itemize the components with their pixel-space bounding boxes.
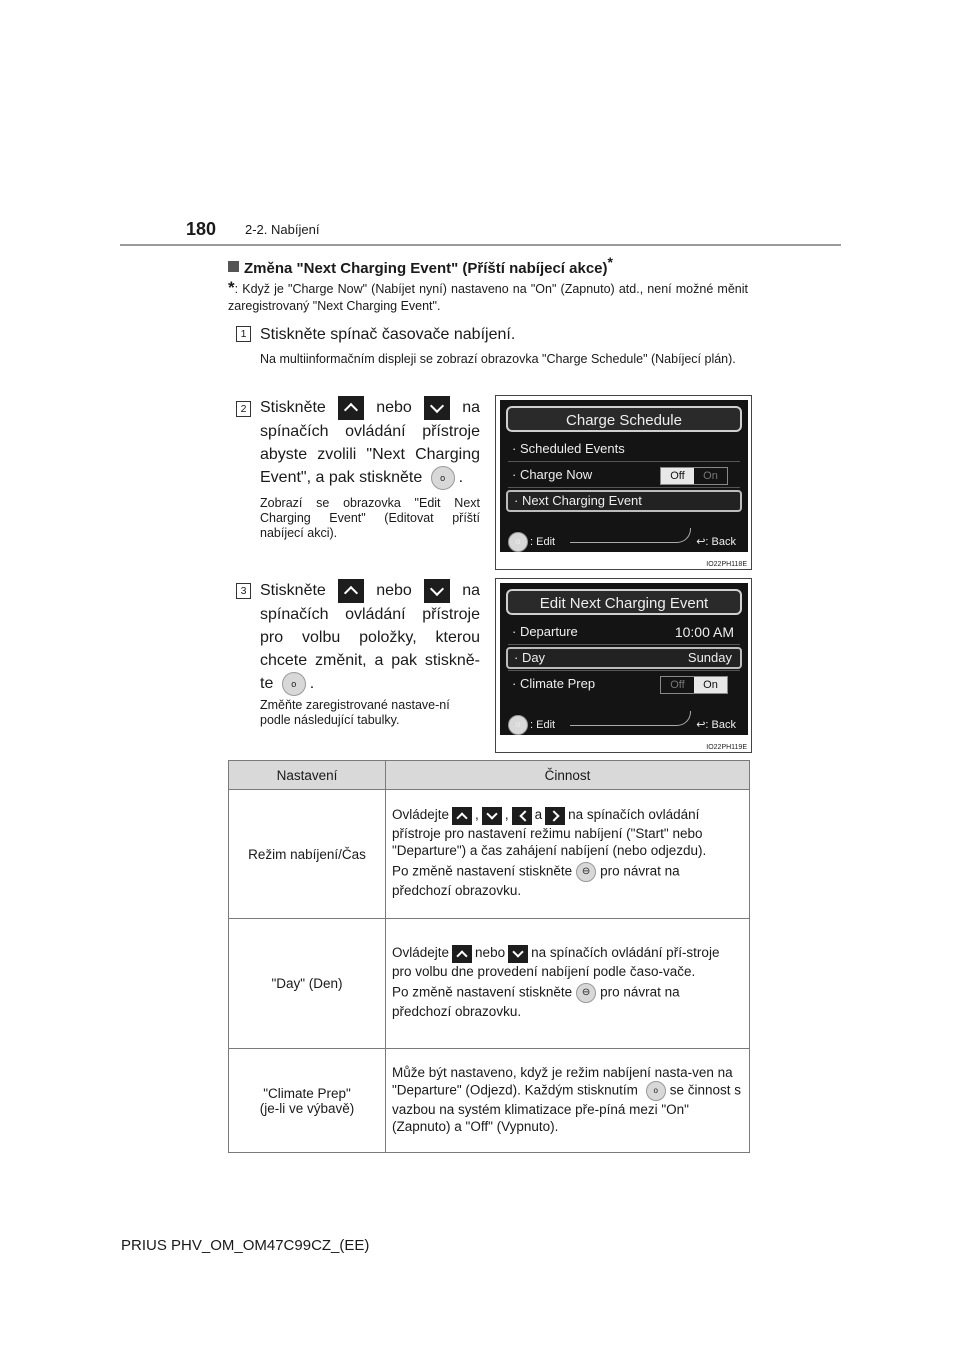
ok-button-icon: o	[431, 466, 455, 490]
menu-item-climate-prep	[506, 673, 742, 695]
screen-footer	[500, 711, 748, 735]
step-number-3: 3	[236, 583, 251, 599]
up-arrow-icon	[452, 807, 472, 825]
toggle-on: On	[694, 677, 727, 693]
setting-line-2: (je-li ve výbavě)	[259, 1100, 355, 1116]
step-number-1: 1	[236, 326, 251, 342]
back-arrow-icon: ↩	[696, 719, 706, 731]
step-2-note: Zobrazí se obrazovka "Edit Next Charging Event" (Editovat příští nabíjecí akci).	[260, 496, 480, 540]
charge-schedule-screen	[500, 400, 748, 552]
ok-button-icon: o	[282, 672, 306, 696]
toggle-off: Off	[670, 679, 685, 691]
square-bullet-icon	[228, 261, 239, 272]
menu-item-departure	[506, 621, 742, 643]
menu-item-label: · Departure	[512, 624, 578, 639]
footnote-text: : Když je "Charge Now" (Nabíjet nyní) nastaveno na "On" (Zapnuto) atd., není možné měnit zaregistrovaný "Next Charging Event".	[228, 282, 748, 313]
action-cell	[386, 919, 750, 1049]
menu-divider	[508, 644, 740, 645]
back-arrow-icon: ↩	[696, 536, 706, 548]
step-3-word-d: te	[260, 675, 274, 693]
step-3-word-a: Stiskněte	[260, 582, 326, 600]
up-arrow-icon	[452, 945, 472, 963]
menu-item-next-charging-event: · Next Charging Event	[506, 490, 742, 512]
ok-button-icon: o	[508, 715, 528, 735]
action-paragraph: Ovládejte nebo na spínačích ovládání pří-stroje pro volbu dne provedení nabíjení podle časo-vače.	[392, 945, 720, 979]
header-divider	[120, 244, 841, 246]
ok-button-icon: o	[646, 1081, 666, 1101]
menu-item-day	[506, 647, 742, 669]
left-arrow-icon	[512, 807, 532, 825]
edit-next-charging-event-screen	[500, 583, 748, 735]
screen-title: Charge Schedule	[506, 406, 742, 432]
action-paragraph: Po změně nastavení stiskněte ⊖ pro návrat na předchozí obrazovku.	[392, 984, 680, 1019]
footnote	[228, 279, 748, 315]
step-2-word-b: nebo	[376, 399, 412, 417]
footnote-mark: *	[228, 278, 235, 297]
menu-divider	[508, 670, 740, 671]
down-arrow-icon	[482, 807, 502, 825]
table-header-row	[229, 761, 750, 790]
action-paragraph: Může být nastaveno, když je režim nabíjení nasta-ven na "Departure" (Odjezd). Každým stisknutím o se činnost s vazbou na systém klimatizace pře-píná mezi "On" (Zapnuto) a "Off" (Vypnuto).	[392, 1064, 741, 1134]
menu-divider	[508, 461, 740, 462]
day-value: Sunday	[687, 650, 732, 665]
action-paragraph: Ovládejte , , a na spínačích ovládání přístroje pro nastavení režimu nabíjení ("Start" nebo "Departure") a čas zahájení nabíjení (nebo odjezdu).	[392, 807, 707, 858]
step-1-text: Stiskněte spínač časovače nabíjení.	[260, 326, 516, 343]
toggle-off: Off	[661, 468, 694, 484]
back-button-icon: ⊖	[576, 983, 596, 1003]
edit-next-charging-event-illustration	[495, 578, 752, 753]
section-title	[228, 254, 613, 277]
step-number-2: 2	[236, 401, 251, 417]
setting-cell: "Day" (Den)	[229, 919, 386, 1049]
charge-schedule-illustration	[495, 395, 752, 570]
page-number: 180	[186, 219, 217, 239]
menu-item-label: · Climate Prep	[512, 676, 596, 691]
back-hint: ↩: Back	[696, 719, 736, 731]
edit-hint: o : Edit	[508, 715, 555, 735]
screen-title: Edit Next Charging Event	[506, 589, 742, 615]
menu-item-scheduled-events: · Scheduled Events	[512, 441, 625, 456]
screen-footer	[500, 528, 748, 552]
back-button-icon: ⊖	[576, 862, 596, 882]
action-cell	[386, 1049, 750, 1153]
image-code: IO22PH119E	[706, 744, 747, 751]
column-header-setting: Nastavení	[229, 761, 386, 790]
step-2-word-d: .	[458, 469, 464, 487]
footer-document-code: PRIUS PHV_OM_OM47C99CZ_(EE)	[121, 1237, 370, 1254]
climate-prep-toggle	[660, 676, 728, 694]
section-title-mark: *	[607, 254, 613, 270]
step-2-word-c: na spínačích ovládání přístroje abyste zvolili "Next Charging Event", a pak stiskněte	[260, 399, 481, 487]
toggle-on: On	[703, 470, 718, 482]
charge-now-toggle	[660, 467, 728, 485]
table-row	[229, 1049, 750, 1153]
step-3-word-b: nebo	[376, 582, 412, 600]
menu-item-label: · Day	[514, 650, 546, 665]
menu-item-charge-now	[506, 464, 742, 486]
down-arrow-icon	[508, 945, 528, 963]
right-arrow-icon	[545, 807, 565, 825]
action-paragraph: Po změně nastavení stiskněte ⊖ pro návrat na předchozí obrazovku.	[392, 863, 680, 898]
settings-table	[228, 760, 750, 1153]
action-cell	[386, 790, 750, 919]
menu-item-label: · Charge Now	[512, 467, 593, 482]
step-2-word-a: Stiskněte	[260, 399, 326, 417]
image-code: IO22PH118E	[706, 561, 747, 568]
edit-hint: o : Edit	[508, 532, 555, 552]
setting-line-1: "Climate Prep"	[263, 1085, 351, 1101]
down-arrow-icon	[424, 396, 450, 420]
menu-divider	[508, 487, 740, 488]
step-3-word-e: .	[309, 675, 315, 693]
ok-button-icon: o	[508, 532, 528, 552]
departure-time-value: 10:00 AM	[674, 624, 734, 640]
chapter-title: 2-2. Nabíjení	[245, 222, 320, 237]
up-arrow-icon	[338, 396, 364, 420]
step-2-text	[260, 396, 480, 490]
section-title-text: Změna "Next Charging Event" (Příští nabíjecí akce)	[244, 260, 608, 277]
footer-curve	[570, 711, 691, 726]
down-arrow-icon	[424, 579, 450, 603]
setting-cell	[229, 1049, 386, 1153]
footer-curve	[570, 528, 691, 543]
column-header-action: Činnost	[386, 761, 750, 790]
step-3-word-c: na spínačích ovládání přístroje pro volbu položky, kterou chcete změnit, a pak stiskně-	[260, 582, 481, 669]
setting-cell: Režim nabíjení/Čas	[229, 790, 386, 919]
step-3-text	[260, 579, 480, 696]
step-3-note: Změňte zaregistrované nastave-ní podle následující tabulky.	[260, 698, 450, 727]
step-1-note: Na multiinformačním displeji se zobrazí obrazovka "Charge Schedule" (Nabíjecí plán).	[260, 352, 736, 366]
back-hint: ↩: Back	[696, 536, 736, 548]
table-row	[229, 790, 750, 919]
up-arrow-icon	[338, 579, 364, 603]
table-row	[229, 919, 750, 1049]
